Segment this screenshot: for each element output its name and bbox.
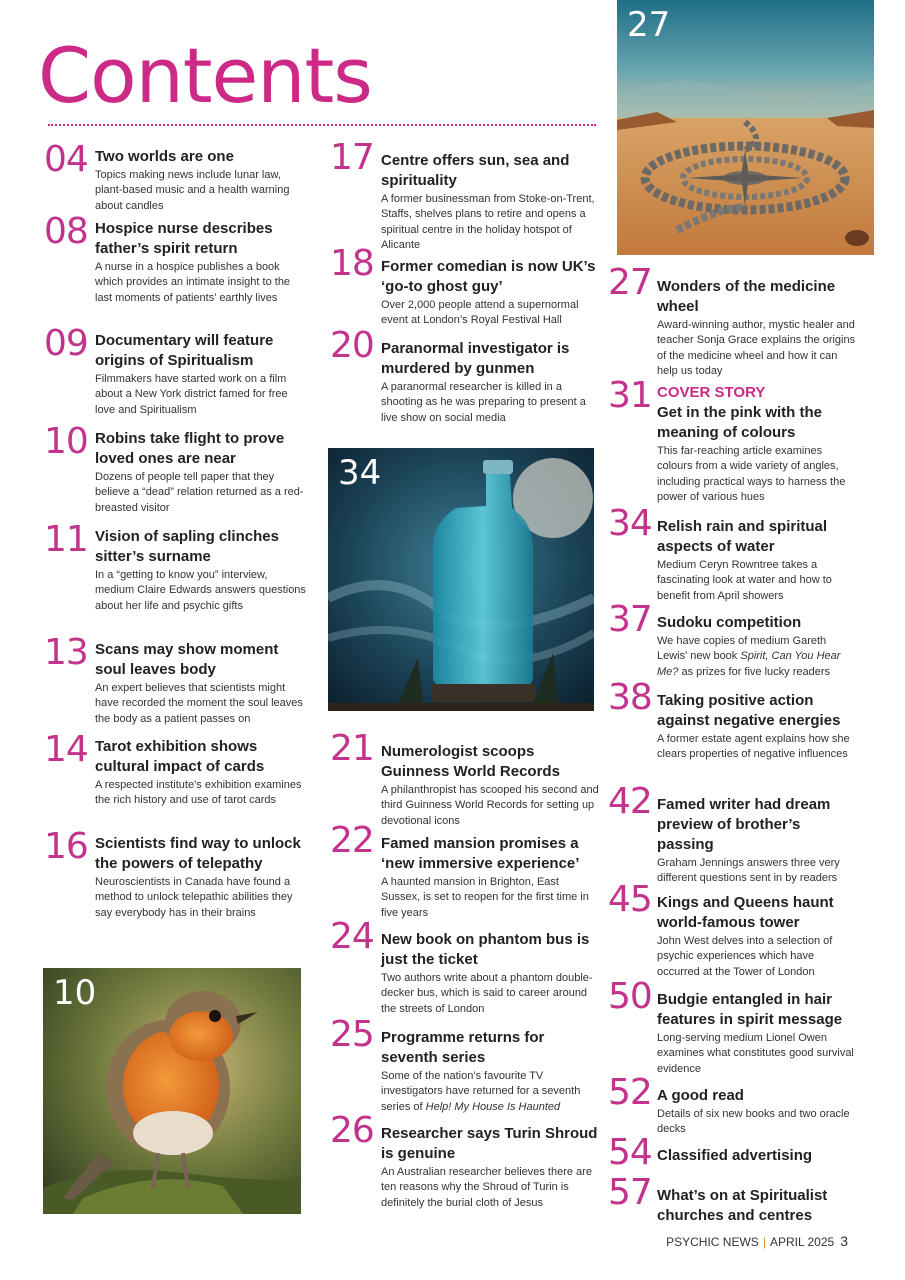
page-number: 31 bbox=[608, 375, 652, 416]
robin-image[interactable] bbox=[43, 968, 301, 1214]
contents-entry[interactable] bbox=[44, 323, 309, 429]
entry-description: Long-serving medium Lionel Owen examines what constitutes good survival evidence bbox=[657, 1032, 854, 1075]
entry-headline: Budgie entangled in hair features in spirit message bbox=[657, 991, 843, 1028]
contents-entry[interactable] bbox=[44, 139, 309, 219]
contents-entry[interactable] bbox=[330, 820, 600, 924]
image-page-label: 34 bbox=[338, 453, 382, 493]
page-footer bbox=[666, 1233, 848, 1249]
desc-text: We have copies of medium Gareth Lewis’ new book bbox=[657, 635, 827, 663]
entry-headline: Centre offers sun, sea and spirituality bbox=[381, 152, 570, 189]
page-number: 24 bbox=[330, 916, 374, 957]
contents-left-column bbox=[44, 139, 309, 921]
page-number: 38 bbox=[608, 677, 652, 718]
contents-entry[interactable] bbox=[330, 1110, 600, 1211]
page-number: 04 bbox=[44, 139, 88, 180]
entry-description: A nurse in a hospice publishes a book which provides an intimate insight to the last moments of patients’ earthly lives bbox=[95, 261, 291, 304]
page-number: 21 bbox=[330, 728, 374, 769]
contents-right-column bbox=[608, 262, 858, 1226]
entry-headline: Kings and Queens haunt world-famous tower bbox=[657, 894, 834, 931]
entry-description: A philanthropist has scooped his second and third Guinness World Records for setting up devotional icons bbox=[381, 784, 599, 827]
contents-entry[interactable] bbox=[44, 421, 309, 527]
contents-entry[interactable] bbox=[44, 519, 309, 640]
entry-description: Two authors write about a phantom double-decker bus, which is said to career around the streets of London bbox=[381, 972, 593, 1015]
entry-headline: Researcher says Turin Shroud is genuine bbox=[381, 1125, 598, 1162]
magazine-name: PSYCHIC NEWS bbox=[666, 1235, 759, 1249]
page-number: 08 bbox=[44, 211, 88, 252]
entry-headline: Scientists find way to unlock the powers of telepathy bbox=[95, 835, 301, 872]
book-title: Spirit, Can You Hear Me? bbox=[657, 650, 841, 678]
entry-description: Over 2,000 people attend a supernormal event at London’s Royal Festival Hall bbox=[381, 299, 579, 327]
page-number: 26 bbox=[330, 1110, 374, 1151]
page-number: 52 bbox=[608, 1072, 652, 1113]
entry-headline: Relish rain and spiritual aspects of water bbox=[657, 518, 828, 555]
entry-headline: Sudoku competition bbox=[657, 614, 802, 631]
entry-description bbox=[381, 1069, 600, 1115]
entry-headline: Vision of sapling clinches sitter’s surname bbox=[95, 528, 279, 565]
page-number: 25 bbox=[330, 1014, 374, 1055]
contents-entry[interactable] bbox=[330, 916, 600, 1022]
entry-headline: Get in the pink with the meaning of colours bbox=[657, 404, 822, 441]
contents-entry[interactable] bbox=[608, 262, 858, 383]
entry-headline: Former comedian is now UK’s ‘go-to ghost guy’ bbox=[381, 258, 596, 295]
entry-description: Filmmakers have started work on a film about a New York district famed for free love and Spiritualism bbox=[95, 373, 288, 416]
page-number: 54 bbox=[608, 1132, 652, 1173]
page-number: 37 bbox=[608, 599, 652, 640]
entry-description: A respected institute’s exhibition examines the rich history and use of tarot cards bbox=[95, 779, 302, 807]
entry-description: A former estate agent explains how she clears properties of negative influences bbox=[657, 733, 850, 761]
contents-entry[interactable] bbox=[330, 728, 600, 828]
entry-description: Dozens of people tell paper that they believe a “dead” relation returned as a red-breasted visitor bbox=[95, 471, 304, 514]
footer-separator: | bbox=[762, 1235, 766, 1249]
contents-entry[interactable] bbox=[608, 976, 858, 1080]
cover-story-label: COVER STORY bbox=[657, 384, 766, 401]
entry-description: An Australian researcher believes there are ten reasons why the Shroud of Turin is definitely the burial cloth of Jesus bbox=[381, 1166, 592, 1209]
page-number: 14 bbox=[44, 729, 88, 770]
page-number: 10 bbox=[44, 421, 88, 462]
entry-headline: Classified advertising bbox=[657, 1147, 813, 1164]
contents-entry[interactable] bbox=[44, 632, 309, 737]
entry-description: An expert believes that scientists might have recorded the moment the soul leaves the body as a patient passes on bbox=[95, 682, 303, 725]
entry-description: In a “getting to know you” interview, medium Claire Edwards answers questions about her life and psychic gifts bbox=[95, 569, 306, 612]
entry-headline: Numerologist scoops Guinness World Records bbox=[381, 743, 560, 780]
entry-headline: Scans may show moment soul leaves body bbox=[95, 641, 279, 678]
contents-entry[interactable] bbox=[608, 677, 858, 789]
page-number: 57 bbox=[608, 1172, 652, 1213]
page-number: 50 bbox=[608, 976, 652, 1017]
entry-headline: Tarot exhibition shows cultural impact of cards bbox=[95, 738, 265, 775]
page-number-footer: 3 bbox=[840, 1233, 848, 1249]
entry-headline: A good read bbox=[657, 1087, 744, 1104]
entry-description: Topics making news include lunar law, plant-based music and a health warning about candles bbox=[95, 169, 290, 212]
page-number: 18 bbox=[330, 243, 374, 284]
entry-description: A haunted mansion in Brighton, East Sussex, is set to reopen for the first time in five years bbox=[381, 876, 589, 919]
medicine-wheel-image[interactable] bbox=[617, 0, 874, 255]
entry-description: Neuroscientists in Canada have found a method to unlock telepathic abilities they say everybody has in their brains bbox=[95, 876, 293, 919]
entry-description: John West delves into a selection of psychic experiences which have occurred at the Tower of London bbox=[657, 935, 833, 978]
page-number: 16 bbox=[44, 826, 88, 867]
contents-middle-bottom bbox=[330, 728, 600, 1211]
desc-text: Some of the nation’s favourite TV investigators have returned for a seventh series of bbox=[381, 1070, 581, 1113]
image-page-label: 27 bbox=[627, 5, 671, 45]
entry-headline: Robins take flight to prove loved ones are near bbox=[95, 430, 285, 467]
page-number: 11 bbox=[44, 519, 88, 560]
contents-entry[interactable] bbox=[608, 599, 858, 685]
entry-description: This far-reaching article examines colours from a wide variety of angles, including practical ways to harness the power of various hues bbox=[657, 445, 846, 503]
contents-entry[interactable] bbox=[608, 375, 858, 511]
entry-description: Medium Ceryn Rowntree takes a fascinating look at water and how to benefit from April showers bbox=[657, 559, 832, 602]
page-number: 13 bbox=[44, 632, 88, 673]
contents-entry[interactable] bbox=[330, 325, 600, 426]
title-divider bbox=[48, 124, 596, 126]
entry-description: Award-winning author, mystic healer and teacher Sonja Grace explains the origins of the medicine wheel and how it can help us today bbox=[657, 319, 856, 377]
contents-entry[interactable] bbox=[44, 729, 309, 834]
series-title: Help! My House Is Haunted bbox=[425, 1100, 561, 1113]
page-number: 22 bbox=[330, 820, 374, 861]
desc-text: as prizes for five lucky readers bbox=[678, 665, 831, 678]
entry-description: Details of six new books and two oracle decks bbox=[657, 1108, 850, 1136]
contents-entry[interactable] bbox=[330, 137, 600, 251]
contents-entry[interactable] bbox=[330, 243, 600, 333]
entry-headline: Hospice nurse describes father’s spirit return bbox=[95, 220, 273, 257]
page-number: 17 bbox=[330, 137, 374, 178]
contents-entry[interactable] bbox=[608, 879, 858, 984]
page-number: 45 bbox=[608, 879, 652, 920]
page-number: 34 bbox=[608, 503, 652, 544]
contents-entry[interactable] bbox=[608, 503, 858, 607]
contents-entry[interactable] bbox=[44, 826, 309, 921]
entry-headline: Wonders of the medicine wheel bbox=[657, 278, 836, 315]
page-title: Contents bbox=[38, 31, 372, 120]
page-number: 20 bbox=[330, 325, 374, 366]
page-number: 09 bbox=[44, 323, 88, 364]
entry-headline: Taking positive action against negative energies bbox=[657, 692, 841, 729]
entry-description: A former businessman from Stoke-on-Trent, Staffs, shelves plans to retire and opens a spiritual centre in the holiday hotspot of Alicante bbox=[381, 193, 595, 251]
water-bottle-image[interactable] bbox=[328, 448, 594, 711]
entry-description: Graham Jennings answers three very different questions sent in by readers bbox=[657, 857, 840, 885]
entry-description: A paranormal researcher is killed in a shooting as he was preparing to present a live show on social media bbox=[381, 381, 586, 424]
entry-headline: Famed writer had dream preview of brother’s passing bbox=[657, 796, 831, 853]
entry-headline: Paranormal investigator is murdered by gunmen bbox=[381, 340, 570, 377]
contents-entry[interactable] bbox=[330, 1014, 600, 1118]
page-number: 27 bbox=[608, 262, 652, 303]
contents-middle-top bbox=[330, 137, 600, 426]
issue-date: APRIL 2025 bbox=[769, 1235, 835, 1249]
contents-entry[interactable] bbox=[608, 1072, 858, 1140]
entry-headline: Famed mansion promises a ‘new immersive experience’ bbox=[381, 835, 580, 872]
entry-headline: Two worlds are one bbox=[95, 148, 234, 165]
entry-description bbox=[657, 634, 858, 680]
entry-headline: What’s on at Spiritualist churches and centres bbox=[657, 1187, 828, 1224]
page-number: 42 bbox=[608, 781, 652, 822]
image-page-label: 10 bbox=[53, 973, 97, 1013]
entry-headline: Documentary will feature origins of Spiritualism bbox=[95, 332, 274, 369]
contents-entry[interactable] bbox=[608, 1172, 858, 1226]
contents-entry[interactable] bbox=[44, 211, 309, 331]
contents-entry[interactable] bbox=[608, 781, 858, 887]
entry-headline: New book on phantom bus is just the ticket bbox=[381, 931, 590, 968]
entry-headline: Programme returns for seventh series bbox=[381, 1029, 545, 1066]
